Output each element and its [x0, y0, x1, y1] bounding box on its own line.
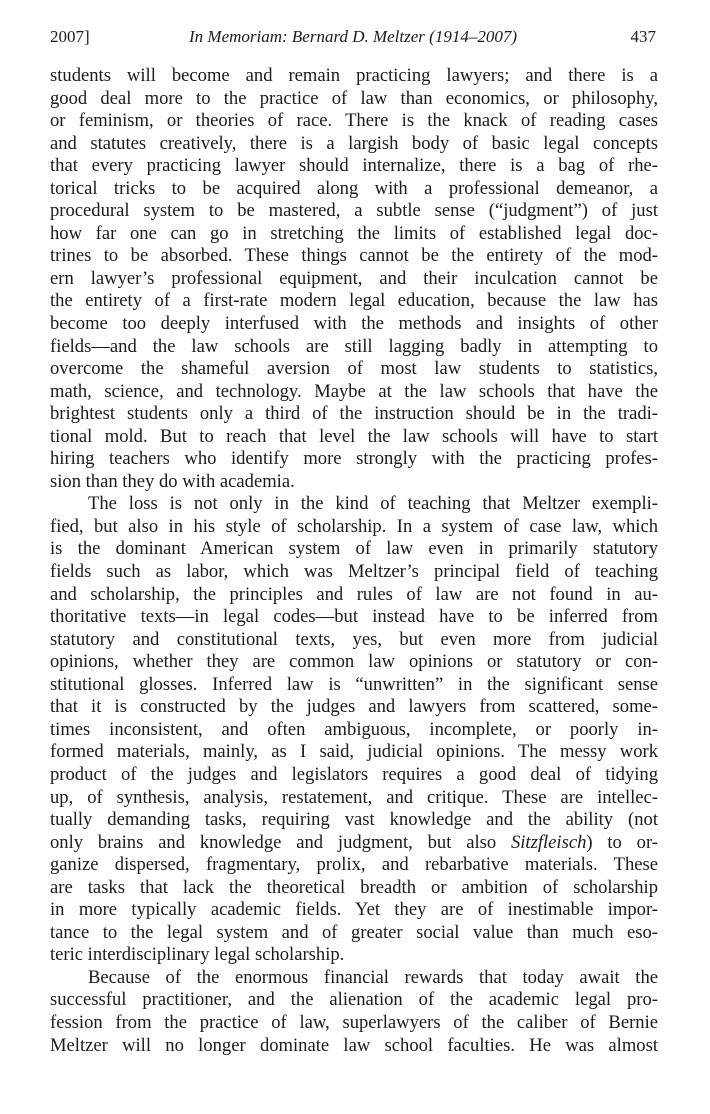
text-line: how far one can go in stretching the limits of established legal doc-	[50, 222, 658, 244]
text-line: fied, but also in his style of scholarship. In a system of case law, which	[50, 515, 658, 537]
text-line: stitutional glosses. Inferred law is “unwritten” in the significant sense	[50, 673, 658, 695]
text-line: sion than they do with academia.	[50, 470, 295, 492]
text-line: fields—and the law schools are still lagging badly in attempting to	[50, 335, 658, 357]
text-line: tually demanding tasks, requiring vast knowledge and the ability (not	[50, 809, 658, 831]
text-line: up, of synthesis, analysis, restatement, and critique. These are intellec-	[50, 786, 658, 808]
running-head-title: In Memoriam: Bernard D. Meltzer (1914–2007)	[189, 27, 517, 46]
text-line: procedural system to be mastered, a subtle sense (“judgment”) of just	[50, 200, 658, 222]
page-number: 437	[630, 27, 656, 46]
text-line: trines to be absorbed. These things cannot be the entirety of the mod-	[50, 245, 658, 267]
text-line: or feminism, or theories of race. There is the knack of reading cases	[50, 110, 658, 132]
text-line: that it is constructed by the judges and lawyers from scattered, some-	[50, 696, 658, 718]
text-line: fields such as labor, which was Meltzer’s principal field of teaching	[50, 561, 658, 583]
text-run: ) to or-	[586, 831, 658, 853]
text-line: torical tricks to be acquired along with a professional demeanor, a	[50, 177, 658, 199]
text-run: only brains and knowledge and judgment, but also	[50, 831, 511, 853]
text-line: and scholarship, the principles and rules of law are not found in au-	[50, 583, 658, 605]
text-line: become too deeply interfused with the methods and insights of other	[50, 313, 658, 335]
text-line: formed materials, mainly, as I said, judicial opinions. The messy work	[50, 741, 658, 763]
text-line: tance to the legal system and of greater social value than much eso-	[50, 921, 658, 943]
text-line: ganize dispersed, fragmentary, prolix, and rebarbative materials. These	[50, 854, 658, 876]
text-line: opinions, whether they are common law opinions or statutory or con-	[50, 651, 658, 673]
running-head-year: 2007]	[50, 27, 90, 46]
text-line: students will become and remain practicing lawyers; and there is a	[50, 65, 658, 86]
text-line: thoritative texts—in legal codes—but instead have to be inferred from	[50, 606, 658, 628]
text-line: is the dominant American system of law even in primarily statutory	[50, 538, 658, 560]
text-line: in more typically academic fields. Yet they are of inestimable impor-	[50, 899, 658, 921]
text-line: Meltzer will no longer dominate law school faculties. He was almost	[50, 1034, 658, 1056]
text-line: successful practitioner, and the alienation of the academic legal pro-	[50, 989, 658, 1011]
text-line: fession from the practice of law, superlawyers of the caliber of Bernie	[50, 1011, 658, 1033]
text-line: teric interdisciplinary legal scholarship.	[50, 944, 345, 966]
text-line: Because of the enormous financial rewards that today await the	[88, 966, 658, 988]
body-text	[50, 65, 658, 1057]
text-line: brightest students only a third of the instruction should be in the tradi-	[50, 403, 658, 425]
text-line: statutory and constitutional texts, yes, but even more from judicial	[50, 628, 658, 650]
text-line: and statutes creatively, there is a largish body of basic legal concepts	[50, 132, 658, 154]
text-line	[50, 832, 658, 855]
text-line: math, science, and technology. Maybe at the law schools that have the	[50, 380, 658, 402]
text-line: good deal more to the practice of law than economics, or philosophy,	[50, 87, 658, 109]
text-line: the entirety of a first-rate modern legal education, because the law has	[50, 290, 658, 312]
text-line: overcome the shameful aversion of most law students to statistics,	[50, 358, 658, 380]
running-head	[50, 26, 656, 48]
text-line: product of the judges and legislators requires a good deal of tidying	[50, 763, 658, 785]
text-line: ern lawyer’s professional equipment, and their inculcation cannot be	[50, 267, 658, 289]
text-line: tional mold. But to reach that level the law schools will have to start	[50, 425, 658, 447]
text-line: are tasks that lack the theoretical breadth or ambition of scholarship	[50, 876, 658, 898]
text-line: that every practicing lawyer should internalize, there is a bag of rhe-	[50, 155, 658, 177]
text-line: hiring teachers who identify more strongly with the practicing profes-	[50, 448, 658, 470]
text-line: The loss is not only in the kind of teaching that Meltzer exempli-	[88, 493, 658, 515]
text-line: times inconsistent, and often ambiguous, incomplete, or poorly in-	[50, 718, 658, 740]
italic-term: Sitzfleisch	[510, 831, 587, 853]
